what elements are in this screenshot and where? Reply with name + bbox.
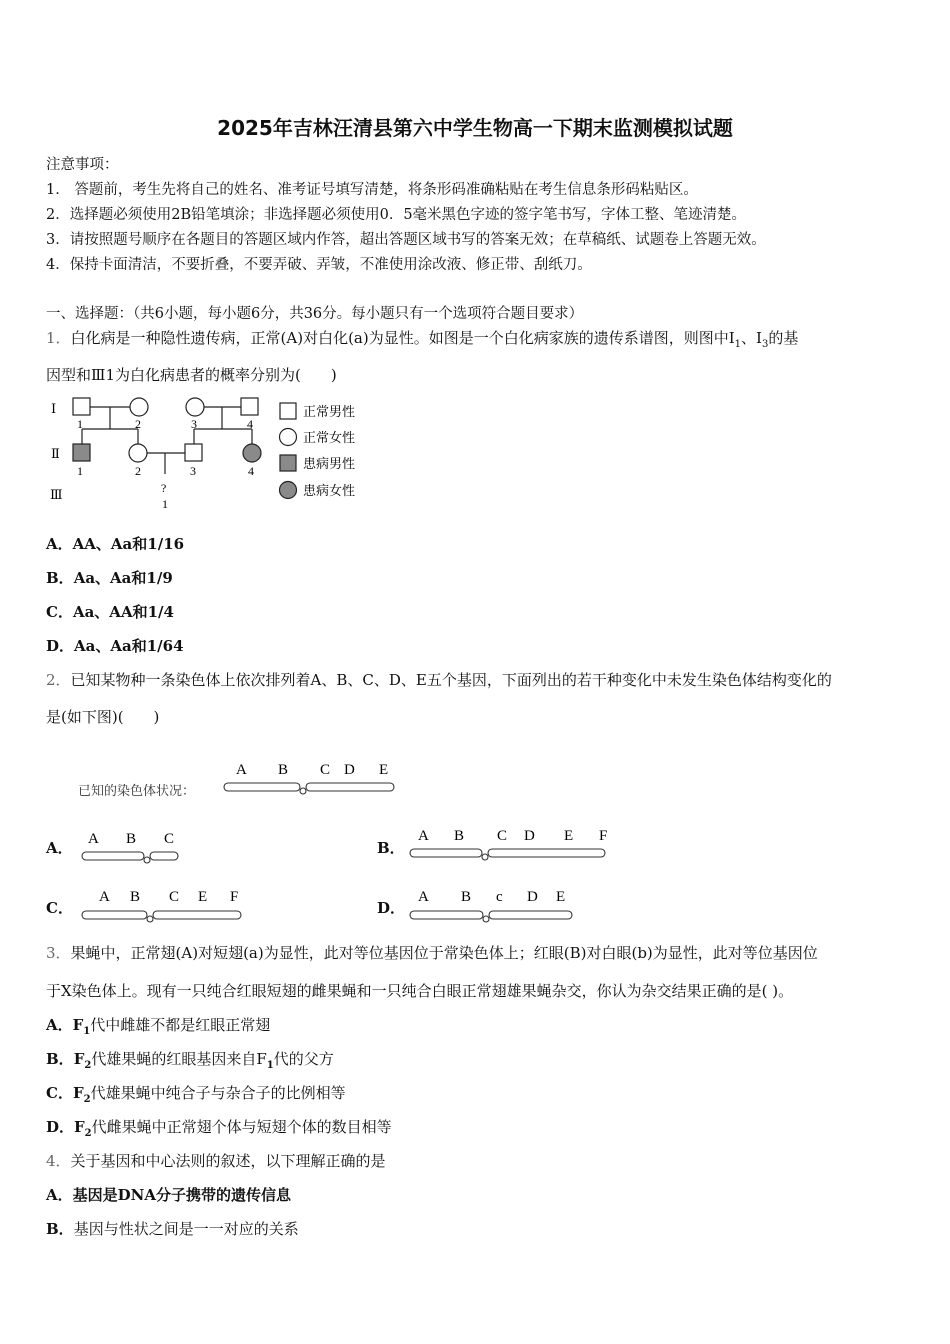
notice-item: 1． 答题前，考生先将自己的姓名、准考证号填写清楚，将条形码准确粘贴在考生信息条形码粘贴区。 [46,182,698,198]
q2-stem-line2: 是(如下图)( ) [46,708,160,726]
gene-label: E [564,828,574,844]
pedigree-number: 4 [247,417,253,431]
known-chromosome-label: 已知的染色体状况： [78,784,196,799]
gene-label: F [599,828,608,844]
gene-label: D [344,762,355,778]
legend-normal-male-icon [280,403,296,419]
q2-option-d-chromosome[interactable] [408,884,578,926]
notice-item: 2．选择题必须使用2B铅笔填涂；非选择题必须使用0．5毫米黑色字迹的签字笔书写，字体工整、笔迹清楚。 [46,207,747,223]
gen-label-III: Ⅲ [50,487,63,502]
gen-label-II: Ⅱ [51,446,60,461]
gene-label: C [320,762,331,778]
gene-label: C [164,831,175,847]
gene-label: A [418,828,429,844]
q1-option-d[interactable]: D．Aa、Aa和1/64 [46,637,184,655]
gene-label: B [461,889,472,905]
legend-affected-male: 患病男性 [303,456,356,471]
q1-option-b[interactable]: B．Aa、Aa和1/9 [46,569,173,587]
section-heading: 一、选择题：（共6小题，每小题6分，共36分。每小题只有一个选项符合题目要求） [46,306,584,322]
q2-option-c-chromosome[interactable] [80,884,248,926]
q2-option-b-chromosome[interactable] [408,823,612,865]
gene-label: A [99,889,110,905]
gene-label: B [278,762,289,778]
gene-label: A [418,889,429,905]
pedigree-II1-affected-male [73,444,90,461]
pedigree-II3-male [185,444,202,461]
gene-label: D [527,889,538,905]
q1-stem-line2: 因型和Ⅲ1为白化病患者的概率分别为( ) [46,366,337,384]
gene-label: B [130,889,141,905]
q3-option-d[interactable]: D．$F_2$代雌果蝇中正常翅个体与短翅个体的数目相等 [46,1118,392,1139]
q3-stem-line1: 3．果蝇中，正常翅(A)对短翅(a)为显性，此对等位基因位于常染色体上；红眼(B)对白眼(b)为显性，此对等位基因位 [46,944,818,962]
pedigree-number: 1 [162,497,168,511]
q4-option-a[interactable]: A．基因是DNA分子携带的遗传信息 [46,1186,291,1204]
gene-label: E [379,762,389,778]
q2-option-b-letter[interactable]: B． [377,839,405,857]
notice-item: 3．请按照题号顺序在各题目的答题区域内作答，超出答题区域书写的答案无效；在草稿纸、试题卷上答题无效。 [46,232,766,248]
pedigree-number: 2 [135,464,141,478]
legend-normal-male: 正常男性 [303,404,356,419]
pedigree-number: 3 [190,464,196,478]
pedigree-II4-affected-female [243,444,261,462]
pedigree-I4-male [241,398,258,415]
q2-option-a-chromosome[interactable] [80,825,184,867]
legend-normal-female-icon [280,429,297,446]
q1-option-c[interactable]: C．Aa、AA和1/4 [46,603,174,621]
gene-label: E [556,889,566,905]
q1-stem-line1: 1．白化病是一种隐性遗传病，正常(A)对白化(a)为显性。如图是一个白化病家族的遗传系谱图，则图中$Ⅰ_1$、$Ⅰ_3$的基 [46,329,799,350]
notice-heading: 注意事项： [46,157,119,173]
q3-option-c[interactable]: C．$F_2$代雄果蝇中纯合子与杂合子的比例相等 [46,1084,346,1105]
gene-label: D [524,828,535,844]
pedigree-number: 1 [77,464,83,478]
gene-label: A [236,762,247,778]
pedigree-chart [46,392,376,517]
pedigree-number: 4 [248,464,254,478]
q3-option-a[interactable]: A．$F_1$代中雌雄不都是红眼正常翅 [46,1016,271,1037]
legend-normal-female: 正常女性 [303,430,356,445]
pedigree-I1-male [73,398,90,415]
q1-number: 1． [46,329,71,347]
q1-option-a[interactable]: A．AA、Aa和1/16 [46,535,185,553]
pedigree-II2-female [129,444,147,462]
gene-label: C [497,828,508,844]
legend-affected-female: 患病女性 [303,483,356,498]
q3-stem-line2: 于X染色体上。现有一只纯合红眼短翅的雌果蝇和一只纯合白眼正常翅雄果蝇杂交，你认为杂交结果正确的是( )。 [46,982,794,1000]
pedigree-I3-female [186,398,204,416]
q4-number: 4． [46,1152,71,1170]
q3-option-b[interactable]: B．$F_2$代雄果蝇的红眼基因来自$F_1$代的父方 [46,1050,334,1071]
notice-item: 4．保持卡面清洁，不要折叠，不要弄破、弄皱，不准使用涂改液、修正带、刮纸刀。 [46,257,592,273]
q2-option-a-letter[interactable]: A． [46,839,73,857]
q2-number: 2． [46,671,71,689]
pedigree-number: 3 [191,417,197,431]
known-chromosome [222,756,400,798]
pedigree-number: 2 [135,417,141,431]
gene-label: B [454,828,465,844]
gene-label: E [198,889,208,905]
q4-option-b[interactable]: B．基因与性状之间是一一对应的关系 [46,1220,299,1238]
gene-label: A [88,831,99,847]
legend-affected-female-icon [280,482,297,499]
pedigree-number: 1 [77,417,83,431]
pedigree-unknown: ? [161,481,167,495]
legend-affected-male-icon [280,455,296,471]
page-title: 2025年吉林汪清县第六中学生物高一下期末监测模拟试题 [217,116,733,140]
gene-label: B [126,831,137,847]
q3-number: 3． [46,944,71,962]
q2-option-d-letter[interactable]: D． [377,899,406,917]
gene-label: F [230,889,239,905]
pedigree-I2-female [130,398,148,416]
q2-option-c-letter[interactable]: C． [46,899,73,917]
gen-label-I: Ⅰ [51,401,57,416]
gene-label: C [169,889,180,905]
gene-label: c [496,889,503,905]
q4-stem-line1: 4．关于基因和中心法则的叙述，以下理解正确的是 [46,1152,386,1170]
q2-stem-line1: 2．已知某物种一条染色体上依次排列着A、B、C、D、E五个基因，下面列出的若干种变化中未发生染色体结构变化的 [46,671,832,689]
